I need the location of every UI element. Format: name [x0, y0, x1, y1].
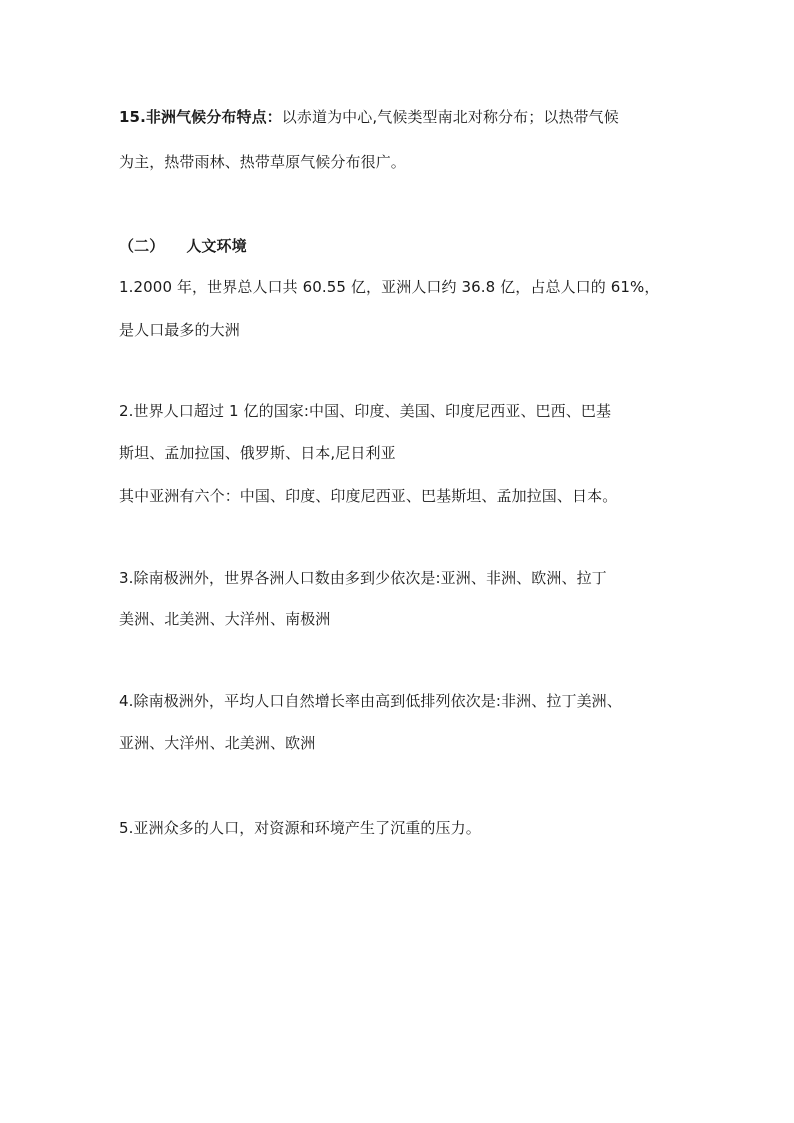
item-3-line-1: 3.除南极洲外，世界各洲人口数由多到少依次是:亚洲、非洲、欧洲、拉丁 — [119, 569, 607, 587]
section-heading — [119, 236, 247, 256]
item-15-heading: 15.非洲气候分布特点： — [119, 108, 282, 126]
item-15-text: 以赤道为中心,气候类型南北对称分布；以热带气候 — [281, 108, 619, 126]
item-1-line-1: 1.2000 年，世界总人口共 60.55 亿，亚洲人口约 36.8 亿，占总人口的 61%， — [119, 278, 660, 296]
section-title: 人文环境 — [186, 237, 247, 255]
item-2-line-1: 2.世界人口超过 1 亿的国家:中国、印度、美国、印度尼西亚、巴西、巴基 — [119, 402, 612, 420]
item-4-line-2: 亚洲、大洋州、北美洲、欧洲 — [119, 734, 316, 752]
item-2-line-3: 其中亚洲有六个：中国、印度、印度尼西亚、巴基斯坦、孟加拉国、日本。 — [119, 487, 618, 505]
item-15-line-1 — [119, 107, 619, 127]
item-5-line-1: 5.亚洲众多的人口，对资源和环境产生了沉重的压力。 — [119, 819, 481, 837]
item-15-line-2: 为主，热带雨林、热带草原气候分布很广。 — [119, 153, 406, 171]
item-3-line-2: 美洲、北美洲、大洋州、南极洲 — [119, 610, 331, 628]
item-4-line-1: 4.除南极洲外，平均人口自然增长率由高到低排列依次是:非洲、拉丁美洲、 — [119, 692, 622, 710]
item-2-line-2: 斯坦、孟加拉国、俄罗斯、日本,尼日利亚 — [119, 444, 396, 462]
section-number: （二） — [119, 237, 165, 255]
item-1-line-2: 是人口最多的大洲 — [119, 321, 240, 339]
